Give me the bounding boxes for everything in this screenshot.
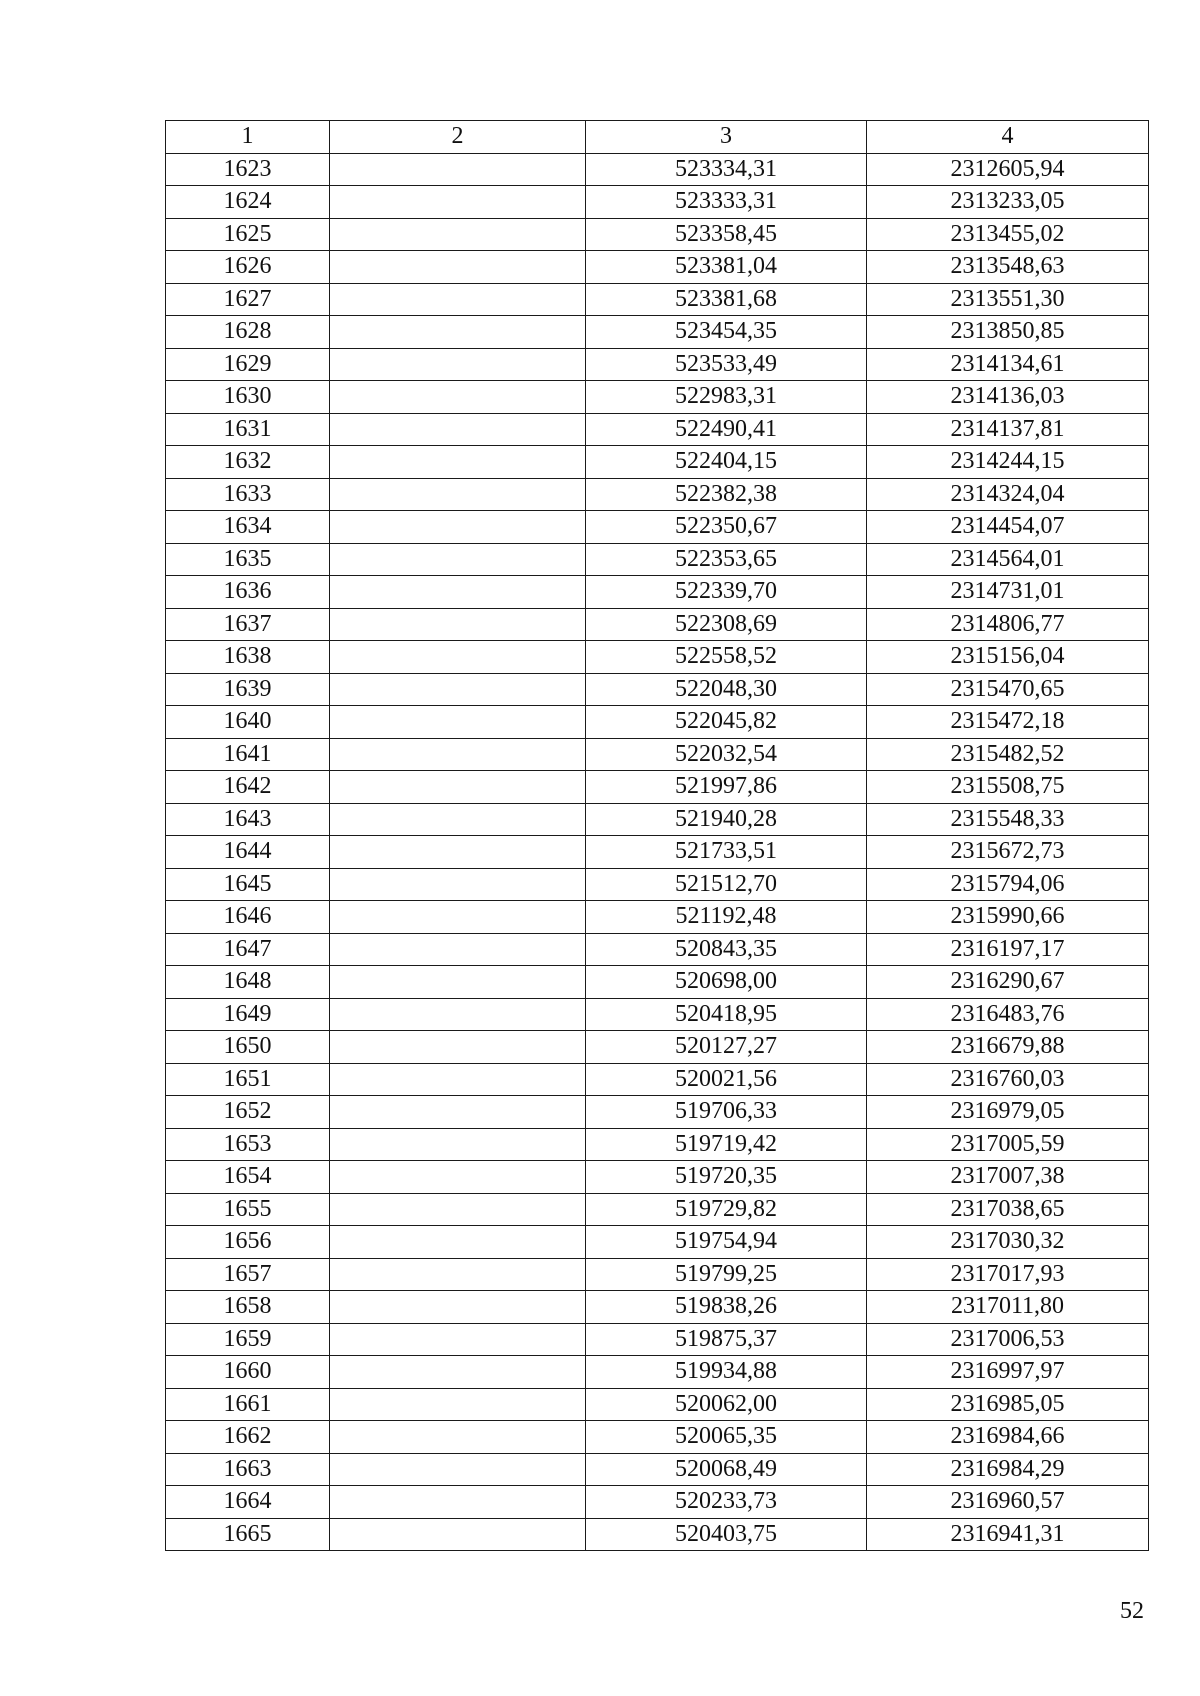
y-coordinate-cell: 2314806,77 [867, 608, 1149, 641]
y-coordinate-cell: 2316960,57 [867, 1486, 1149, 1519]
table-header-row [166, 121, 1149, 154]
empty-cell [330, 511, 586, 544]
y-coordinate-cell: 2314324,04 [867, 478, 1149, 511]
column-header: 4 [867, 121, 1149, 154]
point-number-cell: 1647 [166, 933, 330, 966]
y-coordinate-cell: 2314244,15 [867, 446, 1149, 479]
x-coordinate-cell: 522350,67 [586, 511, 867, 544]
x-coordinate-cell: 520021,56 [586, 1063, 867, 1096]
point-number-cell: 1665 [166, 1518, 330, 1551]
y-coordinate-cell: 2316483,76 [867, 998, 1149, 1031]
point-number-cell: 1635 [166, 543, 330, 576]
empty-cell [330, 218, 586, 251]
table-row [166, 771, 1149, 804]
empty-cell [330, 706, 586, 739]
table-row [166, 186, 1149, 219]
x-coordinate-cell: 521997,86 [586, 771, 867, 804]
empty-cell [330, 543, 586, 576]
x-coordinate-cell: 522048,30 [586, 673, 867, 706]
point-number-cell: 1649 [166, 998, 330, 1031]
y-coordinate-cell: 2315156,04 [867, 641, 1149, 674]
x-coordinate-cell: 519838,26 [586, 1291, 867, 1324]
y-coordinate-cell: 2315470,65 [867, 673, 1149, 706]
x-coordinate-cell: 519720,35 [586, 1161, 867, 1194]
point-number-cell: 1634 [166, 511, 330, 544]
empty-cell [330, 1161, 586, 1194]
x-coordinate-cell: 520698,00 [586, 966, 867, 999]
table-row [166, 511, 1149, 544]
empty-cell [330, 153, 586, 186]
y-coordinate-cell: 2316679,88 [867, 1031, 1149, 1064]
empty-cell [330, 738, 586, 771]
x-coordinate-cell: 520127,27 [586, 1031, 867, 1064]
point-number-cell: 1632 [166, 446, 330, 479]
empty-cell [330, 803, 586, 836]
empty-cell [330, 1323, 586, 1356]
empty-cell [330, 478, 586, 511]
column-header: 2 [330, 121, 586, 154]
y-coordinate-cell: 2313233,05 [867, 186, 1149, 219]
table-row [166, 1388, 1149, 1421]
x-coordinate-cell: 523358,45 [586, 218, 867, 251]
empty-cell [330, 446, 586, 479]
y-coordinate-cell: 2313551,30 [867, 283, 1149, 316]
y-coordinate-cell: 2316985,05 [867, 1388, 1149, 1421]
point-number-cell: 1644 [166, 836, 330, 869]
empty-cell [330, 1128, 586, 1161]
point-number-cell: 1626 [166, 251, 330, 284]
point-number-cell: 1637 [166, 608, 330, 641]
empty-cell [330, 673, 586, 706]
y-coordinate-cell: 2316290,67 [867, 966, 1149, 999]
table-row [166, 966, 1149, 999]
point-number-cell: 1652 [166, 1096, 330, 1129]
x-coordinate-cell: 521940,28 [586, 803, 867, 836]
empty-cell [330, 1096, 586, 1129]
table-row [166, 868, 1149, 901]
table-row [166, 1323, 1149, 1356]
x-coordinate-cell: 522339,70 [586, 576, 867, 609]
y-coordinate-cell: 2315548,33 [867, 803, 1149, 836]
point-number-cell: 1645 [166, 868, 330, 901]
point-number-cell: 1628 [166, 316, 330, 349]
x-coordinate-cell: 523454,35 [586, 316, 867, 349]
y-coordinate-cell: 2315508,75 [867, 771, 1149, 804]
x-coordinate-cell: 521733,51 [586, 836, 867, 869]
table-row [166, 478, 1149, 511]
empty-cell [330, 1421, 586, 1454]
empty-cell [330, 1031, 586, 1064]
y-coordinate-cell: 2316979,05 [867, 1096, 1149, 1129]
x-coordinate-cell: 519875,37 [586, 1323, 867, 1356]
y-coordinate-cell: 2317007,38 [867, 1161, 1149, 1194]
empty-cell [330, 413, 586, 446]
table-row [166, 1226, 1149, 1259]
table-row [166, 1128, 1149, 1161]
point-number-cell: 1631 [166, 413, 330, 446]
y-coordinate-cell: 2314454,07 [867, 511, 1149, 544]
point-number-cell: 1660 [166, 1356, 330, 1389]
y-coordinate-cell: 2317038,65 [867, 1193, 1149, 1226]
empty-cell [330, 1291, 586, 1324]
empty-cell [330, 901, 586, 934]
y-coordinate-cell: 2316984,66 [867, 1421, 1149, 1454]
empty-cell [330, 998, 586, 1031]
x-coordinate-cell: 523333,31 [586, 186, 867, 219]
table-row [166, 218, 1149, 251]
point-number-cell: 1655 [166, 1193, 330, 1226]
x-coordinate-cell: 522490,41 [586, 413, 867, 446]
point-number-cell: 1623 [166, 153, 330, 186]
y-coordinate-cell: 2316941,31 [867, 1518, 1149, 1551]
empty-cell [330, 1453, 586, 1486]
point-number-cell: 1640 [166, 706, 330, 739]
table-row [166, 608, 1149, 641]
point-number-cell: 1625 [166, 218, 330, 251]
y-coordinate-cell: 2315672,73 [867, 836, 1149, 869]
x-coordinate-cell: 519719,42 [586, 1128, 867, 1161]
x-coordinate-cell: 522032,54 [586, 738, 867, 771]
point-number-cell: 1659 [166, 1323, 330, 1356]
column-header: 1 [166, 121, 330, 154]
x-coordinate-cell: 519934,88 [586, 1356, 867, 1389]
y-coordinate-cell: 2316984,29 [867, 1453, 1149, 1486]
x-coordinate-cell: 520068,49 [586, 1453, 867, 1486]
empty-cell [330, 283, 586, 316]
table-row [166, 1291, 1149, 1324]
y-coordinate-cell: 2315482,52 [867, 738, 1149, 771]
y-coordinate-cell: 2314564,01 [867, 543, 1149, 576]
empty-cell [330, 966, 586, 999]
y-coordinate-cell: 2312605,94 [867, 153, 1149, 186]
y-coordinate-cell: 2317011,80 [867, 1291, 1149, 1324]
table-row [166, 901, 1149, 934]
empty-cell [330, 1193, 586, 1226]
point-number-cell: 1661 [166, 1388, 330, 1421]
table-row [166, 738, 1149, 771]
point-number-cell: 1639 [166, 673, 330, 706]
empty-cell [330, 836, 586, 869]
y-coordinate-cell: 2317006,53 [867, 1323, 1149, 1356]
table-row [166, 1518, 1149, 1551]
x-coordinate-cell: 519706,33 [586, 1096, 867, 1129]
y-coordinate-cell: 2317030,32 [867, 1226, 1149, 1259]
x-coordinate-cell: 519729,82 [586, 1193, 867, 1226]
y-coordinate-cell: 2317017,93 [867, 1258, 1149, 1291]
empty-cell [330, 348, 586, 381]
point-number-cell: 1657 [166, 1258, 330, 1291]
point-number-cell: 1656 [166, 1226, 330, 1259]
table-row [166, 803, 1149, 836]
point-number-cell: 1651 [166, 1063, 330, 1096]
table-row [166, 153, 1149, 186]
empty-cell [330, 933, 586, 966]
y-coordinate-cell: 2314731,01 [867, 576, 1149, 609]
x-coordinate-cell: 521192,48 [586, 901, 867, 934]
x-coordinate-cell: 523381,68 [586, 283, 867, 316]
table-row [166, 251, 1149, 284]
point-number-cell: 1642 [166, 771, 330, 804]
x-coordinate-cell: 523533,49 [586, 348, 867, 381]
table-row [166, 446, 1149, 479]
table-row [166, 576, 1149, 609]
table-row [166, 316, 1149, 349]
y-coordinate-cell: 2313850,85 [867, 316, 1149, 349]
empty-cell [330, 868, 586, 901]
x-coordinate-cell: 520418,95 [586, 998, 867, 1031]
table-body [166, 153, 1149, 1551]
point-number-cell: 1633 [166, 478, 330, 511]
y-coordinate-cell: 2313548,63 [867, 251, 1149, 284]
table-row [166, 381, 1149, 414]
x-coordinate-cell: 519799,25 [586, 1258, 867, 1291]
table-row [166, 706, 1149, 739]
x-coordinate-cell: 522045,82 [586, 706, 867, 739]
point-number-cell: 1650 [166, 1031, 330, 1064]
x-coordinate-cell: 520062,00 [586, 1388, 867, 1421]
y-coordinate-cell: 2314134,61 [867, 348, 1149, 381]
point-number-cell: 1627 [166, 283, 330, 316]
x-coordinate-cell: 522404,15 [586, 446, 867, 479]
point-number-cell: 1629 [166, 348, 330, 381]
x-coordinate-cell: 519754,94 [586, 1226, 867, 1259]
empty-cell [330, 1518, 586, 1551]
empty-cell [330, 641, 586, 674]
point-number-cell: 1654 [166, 1161, 330, 1194]
point-number-cell: 1641 [166, 738, 330, 771]
table-row [166, 1421, 1149, 1454]
empty-cell [330, 1388, 586, 1421]
x-coordinate-cell: 522382,38 [586, 478, 867, 511]
empty-cell [330, 381, 586, 414]
point-number-cell: 1662 [166, 1421, 330, 1454]
y-coordinate-cell: 2317005,59 [867, 1128, 1149, 1161]
x-coordinate-cell: 520065,35 [586, 1421, 867, 1454]
empty-cell [330, 186, 586, 219]
table-row [166, 836, 1149, 869]
table-row [166, 1258, 1149, 1291]
coordinates-table [165, 120, 1149, 1551]
table-row [166, 1096, 1149, 1129]
empty-cell [330, 608, 586, 641]
point-number-cell: 1636 [166, 576, 330, 609]
point-number-cell: 1664 [166, 1486, 330, 1519]
x-coordinate-cell: 523381,04 [586, 251, 867, 284]
table-row [166, 1453, 1149, 1486]
table-row [166, 673, 1149, 706]
empty-cell [330, 251, 586, 284]
table-row [166, 1193, 1149, 1226]
y-coordinate-cell: 2315794,06 [867, 868, 1149, 901]
point-number-cell: 1638 [166, 641, 330, 674]
y-coordinate-cell: 2313455,02 [867, 218, 1149, 251]
table-row [166, 1356, 1149, 1389]
empty-cell [330, 316, 586, 349]
y-coordinate-cell: 2314137,81 [867, 413, 1149, 446]
empty-cell [330, 1063, 586, 1096]
x-coordinate-cell: 522308,69 [586, 608, 867, 641]
y-coordinate-cell: 2315472,18 [867, 706, 1149, 739]
table-row [166, 413, 1149, 446]
table-row [166, 348, 1149, 381]
point-number-cell: 1653 [166, 1128, 330, 1161]
empty-cell [330, 1356, 586, 1389]
x-coordinate-cell: 522353,65 [586, 543, 867, 576]
empty-cell [330, 576, 586, 609]
point-number-cell: 1630 [166, 381, 330, 414]
table-row [166, 1161, 1149, 1194]
y-coordinate-cell: 2316760,03 [867, 1063, 1149, 1096]
table-row [166, 641, 1149, 674]
x-coordinate-cell: 522558,52 [586, 641, 867, 674]
y-coordinate-cell: 2316997,97 [867, 1356, 1149, 1389]
empty-cell [330, 771, 586, 804]
x-coordinate-cell: 520233,73 [586, 1486, 867, 1519]
point-number-cell: 1648 [166, 966, 330, 999]
y-coordinate-cell: 2314136,03 [867, 381, 1149, 414]
y-coordinate-cell: 2315990,66 [867, 901, 1149, 934]
x-coordinate-cell: 522983,31 [586, 381, 867, 414]
point-number-cell: 1663 [166, 1453, 330, 1486]
table-row [166, 998, 1149, 1031]
table-row [166, 283, 1149, 316]
x-coordinate-cell: 523334,31 [586, 153, 867, 186]
table-row [166, 1063, 1149, 1096]
x-coordinate-cell: 520403,75 [586, 1518, 867, 1551]
point-number-cell: 1658 [166, 1291, 330, 1324]
table-row [166, 543, 1149, 576]
empty-cell [330, 1486, 586, 1519]
y-coordinate-cell: 2316197,17 [867, 933, 1149, 966]
empty-cell [330, 1258, 586, 1291]
x-coordinate-cell: 521512,70 [586, 868, 867, 901]
page-number: 52 [1120, 1598, 1144, 1624]
empty-cell [330, 1226, 586, 1259]
table-row [166, 1486, 1149, 1519]
point-number-cell: 1624 [166, 186, 330, 219]
point-number-cell: 1643 [166, 803, 330, 836]
table-row [166, 1031, 1149, 1064]
column-header: 3 [586, 121, 867, 154]
table-row [166, 933, 1149, 966]
x-coordinate-cell: 520843,35 [586, 933, 867, 966]
point-number-cell: 1646 [166, 901, 330, 934]
